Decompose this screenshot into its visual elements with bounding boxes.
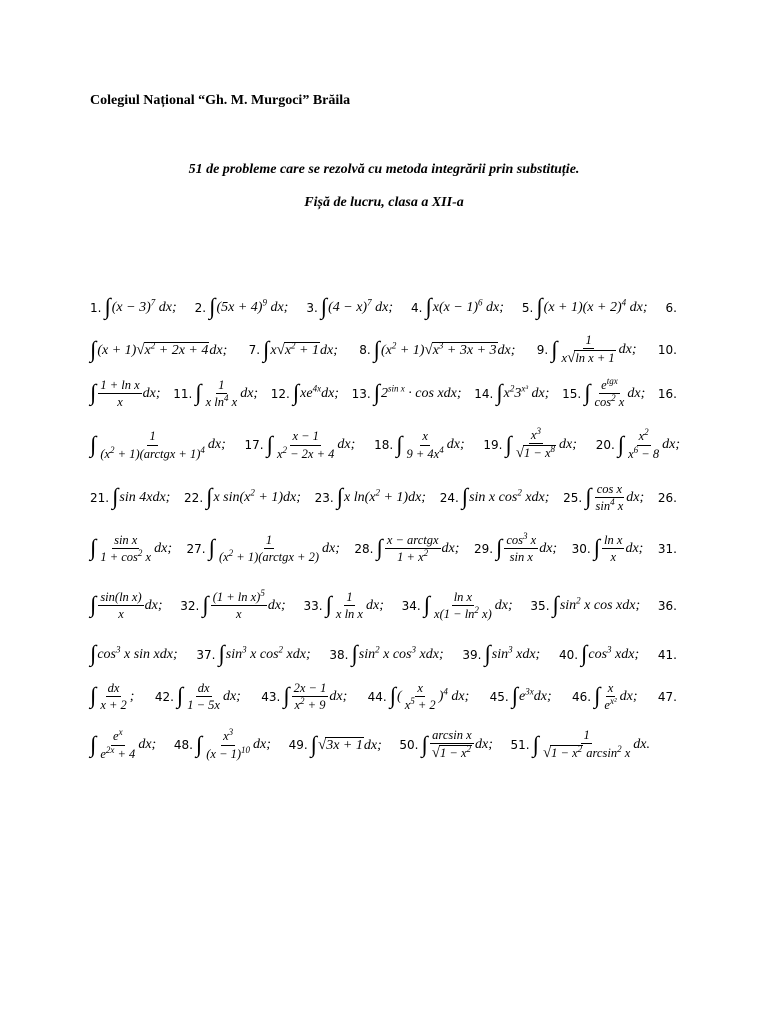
problem-20: 20. ∫ $\frac{x^2}{x^6 - 8}$ dx; [595,427,680,461]
problem-31-number: 31. [657,541,677,556]
problem-10: ∫ $\frac{\text{1 + ln x}}{x}$ dx; [90,378,161,410]
problem-40: 40. ∫ $\cos^3$ xdx; [558,641,640,666]
problem-26: ∫ $\frac{\text{sin x}}{1 + \cos^2 x}$ dx; [90,533,172,565]
problem-5: 5. ∫ $(x + 1)(x + 2)^4$ dx; [521,294,648,319]
problem-27: 27. ∫ $\frac{1}{(x^2 + 1)(arctgx + 2)}$ dx; [186,533,340,565]
problem-row-7 [90,587,680,622]
problem-39: 39. ∫ $\sin^3$ xdx; [462,641,541,666]
worksheet-subtitle: Fișă de lucru, clasa a XII-a [304,195,464,210]
problem-row-10 [90,728,650,763]
problem-4: 4. ∫ $x(x - 1)^6$ dx; [411,294,504,319]
worksheet-title: 51 de probleme care se rezolvă cu metoda integrării prin substituție. [188,162,580,177]
problem-row-8 [90,643,680,666]
problem-6-number: 6. [665,300,677,315]
problem-36: ∫ $\cos^3 x$ sin xdx; [90,641,178,666]
school-name: Colegiul Național “Gh. M. Murgoci” Brăila [90,93,351,108]
problem-47-number: 47. [657,689,677,704]
problem-14: 14. ∫ $x^23^{x^3}$ dx; [474,380,550,406]
problem-33: 33. ∫ $\frac{1}{\text{x ln x}}$ dx; [303,590,384,622]
problem-45: 45. ∫ $e^{3x}dx$; [489,683,552,709]
problem-36-number: 36. [657,598,677,613]
problem-26-number: 26. [657,490,677,505]
problem-28: 28. ∫ $\frac{\text{x − arctgx}}{1 + x^2}$ dx; [354,533,460,565]
problem-29: 29. ∫ $\frac{\cos^3 x}{\text{sin x}}$ dx; [473,530,558,565]
problem-17: 17. ∫ $\frac{x - 1}{x^2 - 2x + 4}$ dx; [244,429,356,461]
problem-38: 38. ∫ $\sin^2 x$ $\cos^3$ xdx; [329,641,444,666]
problem-1: 1. ∫ $(x - 3)^7$ dx; [90,294,177,319]
problem-2: 2. ∫ $(5x + 4)^9$ dx; [194,294,289,319]
problem-16-number: 16. [657,386,677,401]
problem-8: 8. ∫ $(x^2 + 1)√x^3 + 3x + 3dx$; [359,336,516,362]
problem-row-6 [90,530,680,565]
problem-46: 46. ∫ $\frac{x}{e^{x^2}}$ dx; [571,681,638,713]
problem-47: ∫ $\frac{e^x}{e^{2x} + 4}$ dx; [90,727,157,761]
problem-22: 22. ∫ x $\sin(x^2 + 1)dx$; [184,484,301,510]
problem-23: 23. ∫ x $\ln(x^2 + 1)dx$; [314,484,426,510]
problem-44: 44. ∫ ( $\frac{x}{x^5 + 2}$ )$^4$ dx; [367,681,470,713]
problem-49: 49. ∫ √3x + 1dx; [288,731,382,757]
problem-37: 37. ∫ $\sin^3 x$ $\cos^2$ xdx; [196,641,311,666]
problem-35: 35. ∫ $\sin^2 x$ cos xdx; [530,592,641,618]
problem-43: 43. ∫ $\frac{2x - 1}{x^2 + 9}$ dx; [261,681,348,713]
problem-15: 15. ∫ $\frac{e^{tgx}}{\cos^2 x}$ dx; [562,375,646,410]
problem-50: 50. ∫ $\frac{\text{arcsin x}}{√1 - x^2}$ dx; [399,728,493,762]
problem-9: 9. ∫ $\frac{1}{\text{x√ln x + 1}}$ dx; [536,333,637,367]
problem-3: 3. ∫ $(4 - x)^7$ dx; [306,294,393,319]
problem-12: 12. ∫ $xe^{4x}dx$; [270,380,339,406]
problem-24: 24. ∫ sin x $\cos^2$ xdx; [439,484,550,510]
problem-row-1 [90,296,680,319]
problem-16: ∫ $\frac{1}{(x^2 + 1)(arctgx + 1)^4}$ dx; [90,429,226,461]
problem-21: 21. ∫ sin 4xdx; [90,484,171,510]
problem-7: 7. ∫ $x√x^2 + 1dx$; [248,336,338,362]
problem-row-2 [90,333,680,368]
problem-30: 30. ∫ $\frac{\text{ln x}}{x}$ dx; [571,533,644,565]
problem-42: 42. ∫ $\frac{dx}{1 - 5x}$ dx; [154,681,241,713]
problem-31: ∫ $\frac{\text{sin(ln x)}}{x}$ dx; [90,590,163,622]
problem-row-4 [90,425,680,463]
problem-row-3 [90,375,680,410]
problem-13: 13. ∫ $2^{sin x} \cdot \cos$ xdx; [351,380,462,406]
problem-11: 11. ∫ $\frac{1}{x \ln^4 x}$ dx; [173,378,259,410]
problem-18: 18. ∫ $\frac{x}{9 + 4x^4}$ dx; [374,429,465,461]
problem-32: 32. ∫ $\frac{(1 + \ln x)^5}{x}$ dx; [180,587,286,622]
problem-19: 19. ∫ $\frac{x^3}{√1 - x^8}$ dx; [483,425,577,462]
problem-row-9 [90,681,680,713]
problem-10-number: 10. [657,343,677,358]
problem-51: 51. ∫ $\frac{1}{√1 - x^2 \arcsin^2 x}$ dx. [510,728,650,762]
problem-6: ∫ $(x + 1)√x^2 + 2x + 4dx$; [90,336,228,362]
problem-row-5 [90,482,680,514]
problem-34: 34. ∫ $\frac{\text{ln x}}{x(1 - \ln^2 x)}$ dx; [401,590,513,622]
problem-25: 25. ∫ $\frac{\text{cos x}}{\sin^4 x}$ dx; [563,482,645,514]
problem-41: ∫ $\frac{dx}{x + 2}$ ; [90,681,135,713]
problem-48: 48. ∫ $\frac{x^3}{(x - 1)^{10}}$ dx; [173,727,271,761]
problem-41-number: 41. [657,647,677,662]
